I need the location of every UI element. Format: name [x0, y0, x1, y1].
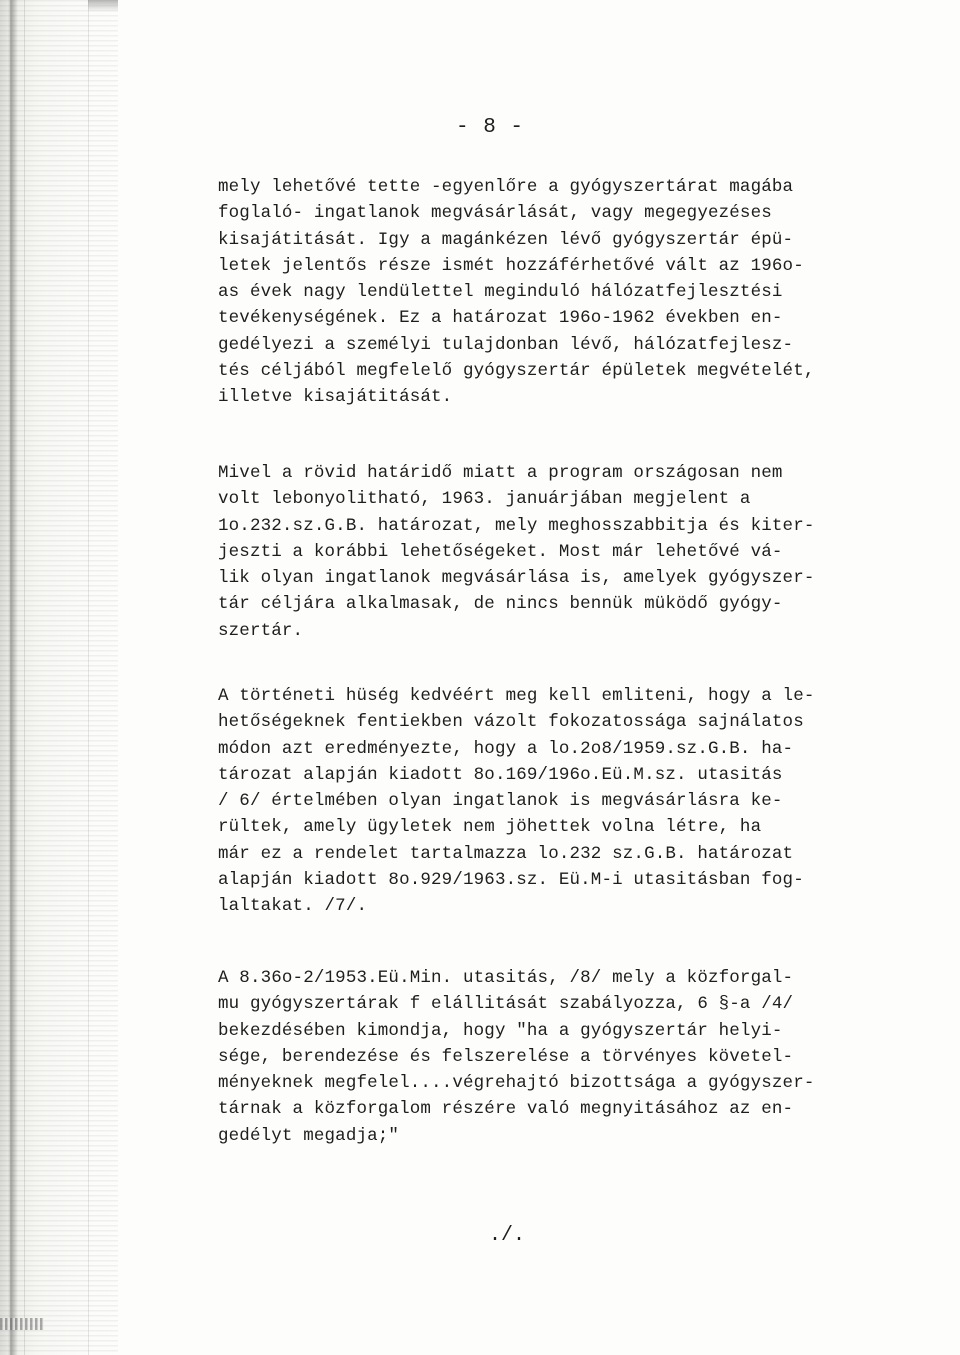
- text-line: alapján kiadott 8o.929/1963.sz. Eü.M-i utasitásban fog-: [218, 870, 804, 891]
- text-line: Mivel a rövid határidő miatt a program országosan nem: [218, 463, 783, 483]
- text-line: tevékenységének. Ez a határozat 196o-1962 években en-: [218, 308, 783, 329]
- text-line: letek jelentős része ismét hozzáférhetővé vált az 196o-: [218, 255, 804, 276]
- text-line: tározat alapján kiadott 8o.169/196o.Eü.M.sz. utasitás: [218, 764, 783, 785]
- text-line: rültek, amely ügyletek nem jöhettek volna létre, ha: [218, 817, 762, 838]
- text-line: 1o.232.sz.G.B. határozat, mely meghosszabbitja és kiter-: [218, 515, 815, 536]
- text-line: volt lebonyolitható, 1963. januárjában megjelent a: [218, 489, 751, 510]
- text-line: gedélyt megadja;": [218, 1125, 400, 1146]
- text-line: mu gyógyszertárak f elállitását szabályozza, 6 §-a /4/: [218, 994, 794, 1015]
- text-line: hetőségeknek fentiekben vázolt fokozatossága sajnálatos: [218, 712, 804, 733]
- text-line: bekezdésében kimondja, hogy "ha a gyógyszertár helyi-: [218, 1020, 783, 1041]
- text-line: as évek nagy lendülettel meginduló hálózatfejlesztési: [218, 282, 783, 303]
- paragraph: [218, 683, 898, 920]
- text-line: foglaló- ingatlanok megvásárlását, vagy megegyezéses: [218, 203, 772, 224]
- text-line: mely lehetővé tette -egyenlőre a gyógyszertárat magába: [218, 177, 794, 197]
- text-line: laltakat. /7/.: [218, 896, 368, 917]
- paragraph: [218, 174, 898, 411]
- text-line: sége, berendezése és felszerelése a törvényes követel-: [218, 1046, 794, 1067]
- text-line: kisajátitását. Igy a magánkézen lévő gyógyszertár épü-: [218, 229, 794, 250]
- paragraph: [218, 460, 898, 644]
- scan-binding-edge: [0, 0, 118, 1355]
- text-line: szertár.: [218, 620, 304, 641]
- scan-artifact: [88, 0, 118, 12]
- text-line: / 6/ értelmében olyan ingatlanok is megvásárlásra ke-: [218, 791, 783, 812]
- paragraph: [218, 965, 898, 1149]
- text-line: jeszti a korábbi lehetőségeket. Most már lehetővé vá-: [218, 541, 783, 562]
- page-number: - 8 -: [456, 116, 525, 139]
- text-line: módon azt eredményezte, hogy a lo.2o8/1959.sz.G.B. ha-: [218, 738, 794, 759]
- scan-edge-line: [88, 0, 89, 1355]
- text-line: gedélyezi a személyi tulajdonban lévő, hálózatfejlesz-: [218, 334, 794, 355]
- scan-artifact: [0, 1318, 44, 1330]
- text-line: lik olyan ingatlanok megvásárlása is, amelyek gyógyszer-: [218, 568, 815, 589]
- scan-edge-line: [10, 0, 12, 1355]
- text-line: tés céljából megfelelő gyógyszertár épületek megvételét,: [218, 361, 815, 382]
- text-line: A történeti hüség kedvéért meg kell emliteni, hogy a le-: [218, 686, 815, 706]
- text-line: A 8.36o-2/1953.Eü.Min. utasitás, /8/ mely a közforgal-: [218, 968, 794, 988]
- scan-edge-line: [24, 0, 25, 1355]
- continuation-mark: ./.: [489, 1224, 526, 1247]
- text-line: már ez a rendelet tartalmazza lo.232 sz.G.B. határozat: [218, 843, 794, 864]
- text-line: tár céljára alkalmasak, de nincs bennük müködő gyógy-: [218, 594, 783, 615]
- text-line: ményeknek megfelel....végrehajtó bizottsága a gyógyszer-: [218, 1073, 815, 1094]
- text-line: tárnak a közforgalom részére való megnyitásához az en-: [218, 1099, 794, 1120]
- text-line: illetve kisajátitását.: [218, 387, 453, 408]
